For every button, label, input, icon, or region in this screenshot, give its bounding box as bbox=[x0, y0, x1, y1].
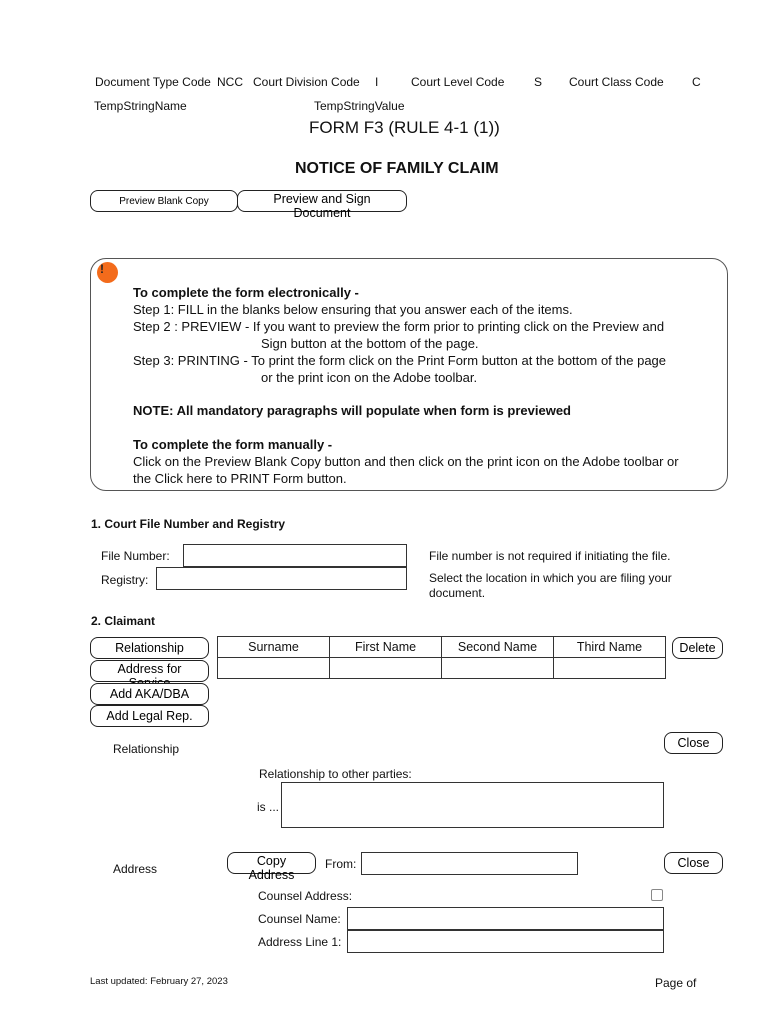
claimant-name-table bbox=[217, 636, 666, 679]
third-name-cell[interactable] bbox=[554, 658, 666, 679]
court-division-value: I bbox=[375, 75, 379, 89]
delete-button[interactable]: Delete bbox=[672, 637, 723, 659]
last-updated: Last updated: February 27, 2023 bbox=[90, 976, 228, 987]
counsel-name-label: Counsel Name: bbox=[258, 912, 341, 926]
instructions-step1: Step 1: FILL in the blanks below ensuring that you answer each of the items. bbox=[133, 302, 573, 317]
registry-hint-1: Select the location in which you are filing your bbox=[429, 571, 672, 585]
court-class-value: C bbox=[692, 75, 701, 89]
surname-cell[interactable] bbox=[218, 658, 330, 679]
is-label: is ... bbox=[257, 800, 280, 814]
second-name-cell[interactable] bbox=[442, 658, 554, 679]
add-legal-rep-button[interactable]: Add Legal Rep. bbox=[90, 705, 209, 727]
section2-title: 2. Claimant bbox=[91, 614, 156, 628]
manual-line-2: the Click here to PRINT Form button. bbox=[133, 471, 347, 486]
registry-hint-2: document. bbox=[429, 586, 486, 600]
from-label: From: bbox=[325, 857, 357, 871]
file-number-hint: File number is not required if initiating the file. bbox=[429, 549, 671, 563]
registry-label: Registry: bbox=[101, 573, 149, 587]
instructions-step3-cont: or the print icon on the Adobe toolbar. bbox=[261, 370, 478, 385]
instructions-step2-cont: Sign button at the bottom of the page. bbox=[261, 336, 479, 351]
section1-title: 1. Court File Number and Registry bbox=[91, 517, 286, 531]
instructions-step3: Step 3: PRINTING - To print the form click on the Print Form button at the bottom of the page bbox=[133, 353, 667, 368]
first-name-cell[interactable] bbox=[330, 658, 442, 679]
instructions-note: NOTE: All mandatory paragraphs will populate when form is previewed bbox=[133, 403, 571, 418]
court-level-value: S bbox=[534, 75, 543, 89]
column-header-surname: Surname bbox=[218, 637, 330, 658]
column-header-second-name: Second Name bbox=[442, 637, 554, 658]
preview-blank-copy-button[interactable]: Preview Blank Copy bbox=[90, 190, 238, 212]
warning-icon: ! bbox=[97, 262, 118, 283]
preview-and-sign-button[interactable]: Preview and Sign Document bbox=[237, 190, 407, 212]
address-for-service-button[interactable]: Address for bbox=[90, 660, 209, 682]
table-row bbox=[218, 658, 666, 679]
address-section-label: Address bbox=[113, 862, 158, 876]
counsel-address-label: Counsel Address: bbox=[258, 889, 353, 903]
address-line1-label: Address Line 1: bbox=[258, 935, 342, 949]
court-class-label: Court Class Code bbox=[569, 75, 664, 89]
address-close-button[interactable]: Close bbox=[664, 852, 723, 874]
court-level-label: Court Level Code bbox=[411, 75, 505, 89]
temp-string-name: TempStringName bbox=[94, 99, 187, 113]
relationship-to-others-label: Relationship to other parties: bbox=[259, 767, 412, 781]
relationship-textarea[interactable] bbox=[281, 782, 664, 828]
copy-address-button[interactable]: Copy Address bbox=[227, 852, 316, 874]
counsel-name-input[interactable] bbox=[347, 907, 664, 930]
notice-title: NOTICE OF FAMILY CLAIM bbox=[295, 160, 499, 177]
page-number: Page of bbox=[655, 976, 697, 990]
table-header-row bbox=[218, 637, 666, 658]
counsel-address-checkbox[interactable] bbox=[651, 889, 663, 901]
court-division-label: Court Division Code bbox=[253, 75, 360, 89]
manual-line-1: Click on the Preview Blank Copy button and then click on the print icon on the Adobe toolbar or bbox=[133, 454, 679, 469]
column-header-first-name: First Name bbox=[330, 637, 442, 658]
instructions-heading: To complete the form electronically - bbox=[133, 285, 359, 300]
registry-input[interactable] bbox=[156, 567, 407, 590]
relationship-section-label: Relationship bbox=[113, 742, 180, 756]
form-title: FORM F3 (RULE 4-1 (1)) bbox=[309, 118, 500, 137]
column-header-third-name: Third Name bbox=[554, 637, 666, 658]
file-number-label: File Number: bbox=[101, 549, 170, 563]
manual-heading: To complete the form manually - bbox=[133, 437, 333, 452]
doc-type-value: NCC bbox=[217, 75, 243, 89]
relationship-close-button[interactable]: Close bbox=[664, 732, 723, 754]
relationship-button[interactable]: Relationship bbox=[90, 637, 209, 659]
file-number-input[interactable] bbox=[183, 544, 407, 567]
temp-string-value: TempStringValue bbox=[314, 99, 405, 113]
doc-type-label: Document Type Code bbox=[95, 75, 211, 89]
instructions-step2: Step 2 : PREVIEW - If you want to preview the form prior to printing click on the Preview and bbox=[133, 319, 665, 334]
from-input[interactable] bbox=[361, 852, 578, 875]
add-aka-dba-button[interactable]: Add AKA/DBA bbox=[90, 683, 209, 705]
address-line1-input[interactable] bbox=[347, 930, 664, 953]
